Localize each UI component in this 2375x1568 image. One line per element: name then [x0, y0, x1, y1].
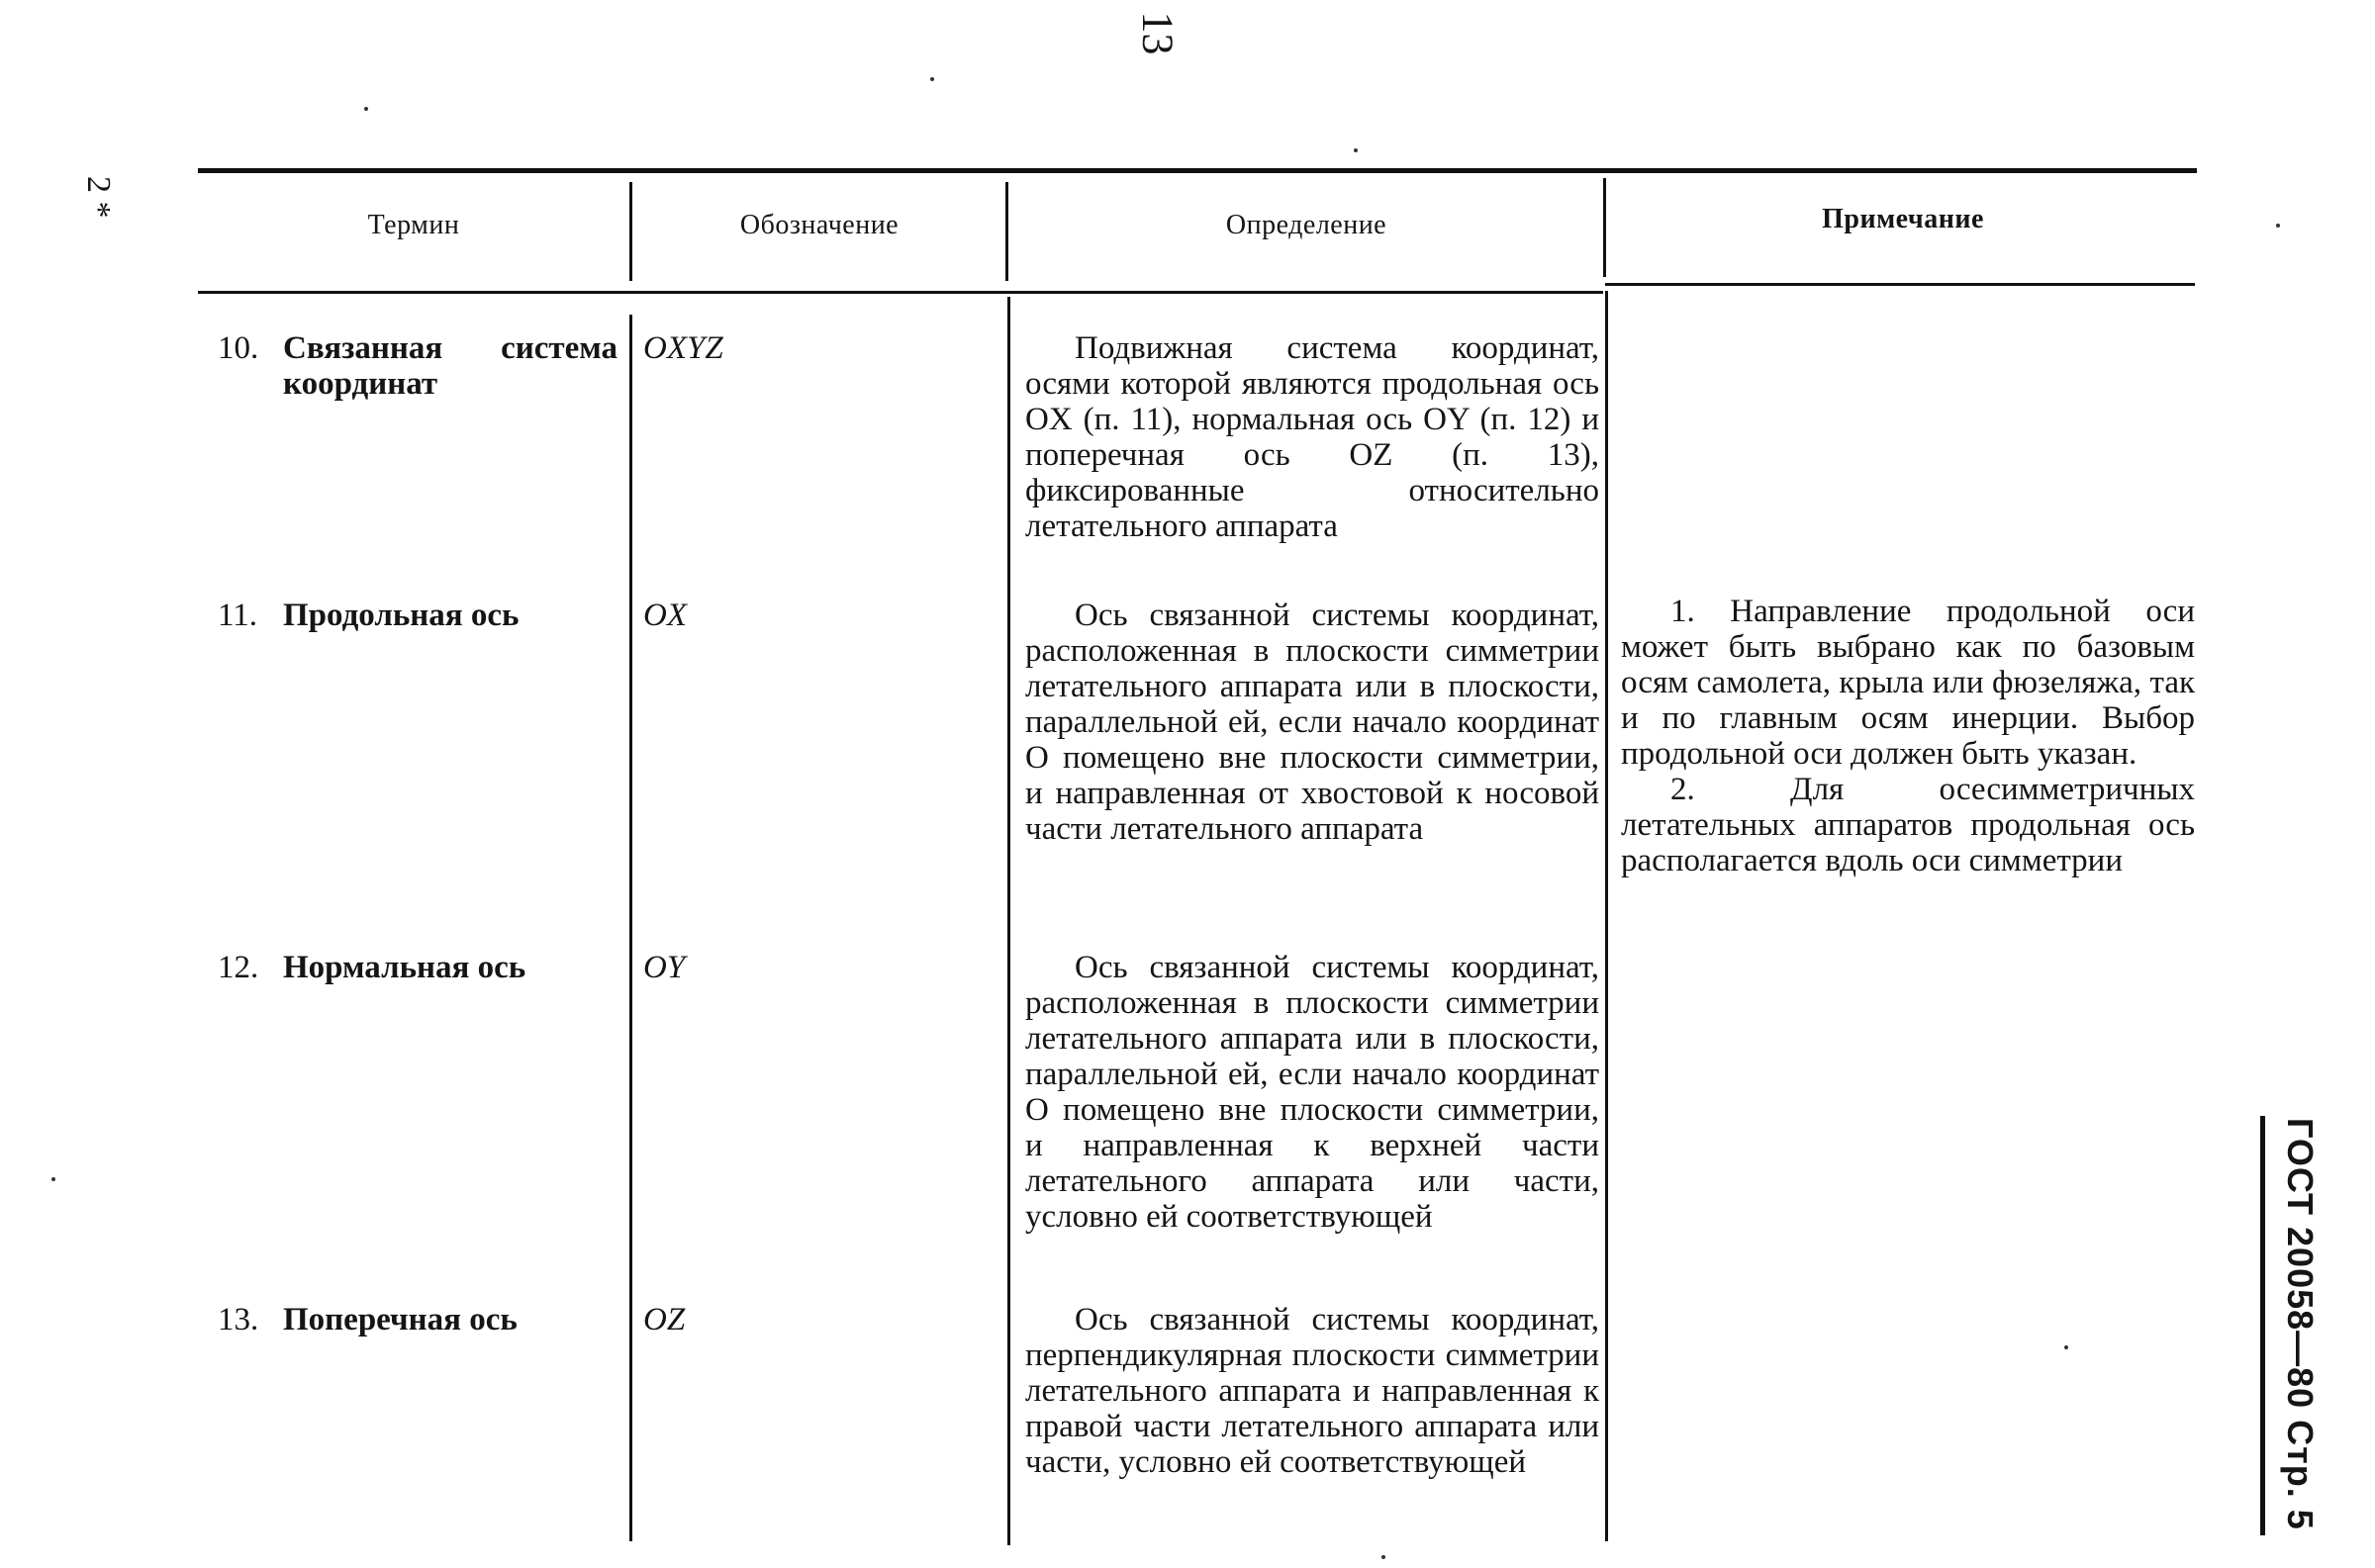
definition-cell — [1025, 950, 1599, 1235]
note-1: 1. Направление продольной оси может быть выбрано как по базовым осям самолета, крыла или фюзеляжа, так и по главным осям инерции. Выбор продольной оси должен быть указан. — [1621, 594, 2195, 772]
column-divider-3-body — [1605, 291, 1608, 1541]
definition-cell — [1025, 598, 1599, 847]
scan-speck — [51, 1177, 55, 1181]
column-divider-1-body — [629, 315, 632, 1541]
row-number: 11. — [218, 598, 258, 633]
term-cell — [283, 598, 618, 633]
row-number: 12. — [218, 950, 259, 985]
term-text: Продольная ось — [283, 598, 520, 633]
scan-speck — [364, 107, 368, 111]
scan-speck — [930, 77, 934, 81]
designation-cell: OZ — [643, 1302, 686, 1337]
scan-speck — [1381, 1555, 1385, 1559]
definition-text: Ось связанной системы координат, перпендикулярная плоскости симметрии летательного аппарата и направленная к правой части летательного аппарата или части, условно ей соответствующей — [1025, 1302, 1599, 1480]
side-rule — [2260, 1116, 2265, 1535]
column-divider-2-body — [1007, 297, 1010, 1545]
note-cell — [1621, 594, 2195, 878]
header-term: Термин — [367, 210, 460, 240]
definition-text: Ось связанной системы координат, расположенная в плоскости симметрии летательного аппарата или в плоскости, параллельной ей, если начало координат O помещено вне плоскости симметрии, и направленная к верхней части летательного аппарата или части, условно ей соответствующей — [1025, 950, 1599, 1235]
designation-cell: OXYZ — [643, 330, 723, 366]
term-cell — [283, 1302, 618, 1337]
term-text: Нормальная ось — [283, 950, 526, 985]
term-text: Поперечная ось — [283, 1302, 518, 1337]
designation-cell: OX — [643, 598, 687, 633]
definition-text: Подвижная система координат, осями которой являются продольная ось OX (п. 11), нормальная ось OY (п. 12) и поперечная ось OZ (п. 13), фиксированные относительно летательного аппарата — [1025, 330, 1599, 544]
column-divider-1 — [629, 182, 632, 281]
page-number: 13 — [1133, 11, 1183, 55]
header-bottom-rule-right — [1605, 283, 2195, 286]
row-number: 13. — [218, 1302, 259, 1337]
definition-cell — [1025, 1302, 1599, 1480]
scan-speck — [2276, 224, 2280, 228]
header-bottom-rule-left — [198, 291, 1603, 294]
term-cell — [283, 950, 618, 985]
row-number: 10. — [218, 330, 259, 366]
scan-speck — [1354, 148, 1358, 152]
column-divider-3 — [1603, 178, 1606, 277]
definition-cell — [1025, 330, 1599, 544]
table-top-rule — [198, 168, 2197, 173]
term-cell — [283, 330, 618, 402]
term-text: Связанная система координат — [283, 330, 618, 402]
scan-speck — [2064, 1345, 2068, 1349]
standard-label: ГОСТ 20058—80 Стр. 5 — [2280, 1118, 2321, 1530]
column-divider-2 — [1005, 182, 1008, 281]
designation-cell: OY — [643, 950, 686, 985]
note-2: 2. Для осесимметричных летательных аппаратов продольная ось располагается вдоль оси симметрии — [1621, 772, 2195, 878]
sheet-mark: 2 * — [80, 176, 117, 219]
header-designation: Обозначение — [739, 210, 900, 240]
header-note: Примечание — [1822, 204, 1984, 234]
header-definition: Определение — [1225, 210, 1387, 240]
definition-text: Ось связанной системы координат, расположенная в плоскости симметрии летательного аппарата или в плоскости, параллельной ей, если начало координат O помещено вне плоскости симметрии, и направленная от хвостовой к носовой части летательного аппарата — [1025, 598, 1599, 847]
